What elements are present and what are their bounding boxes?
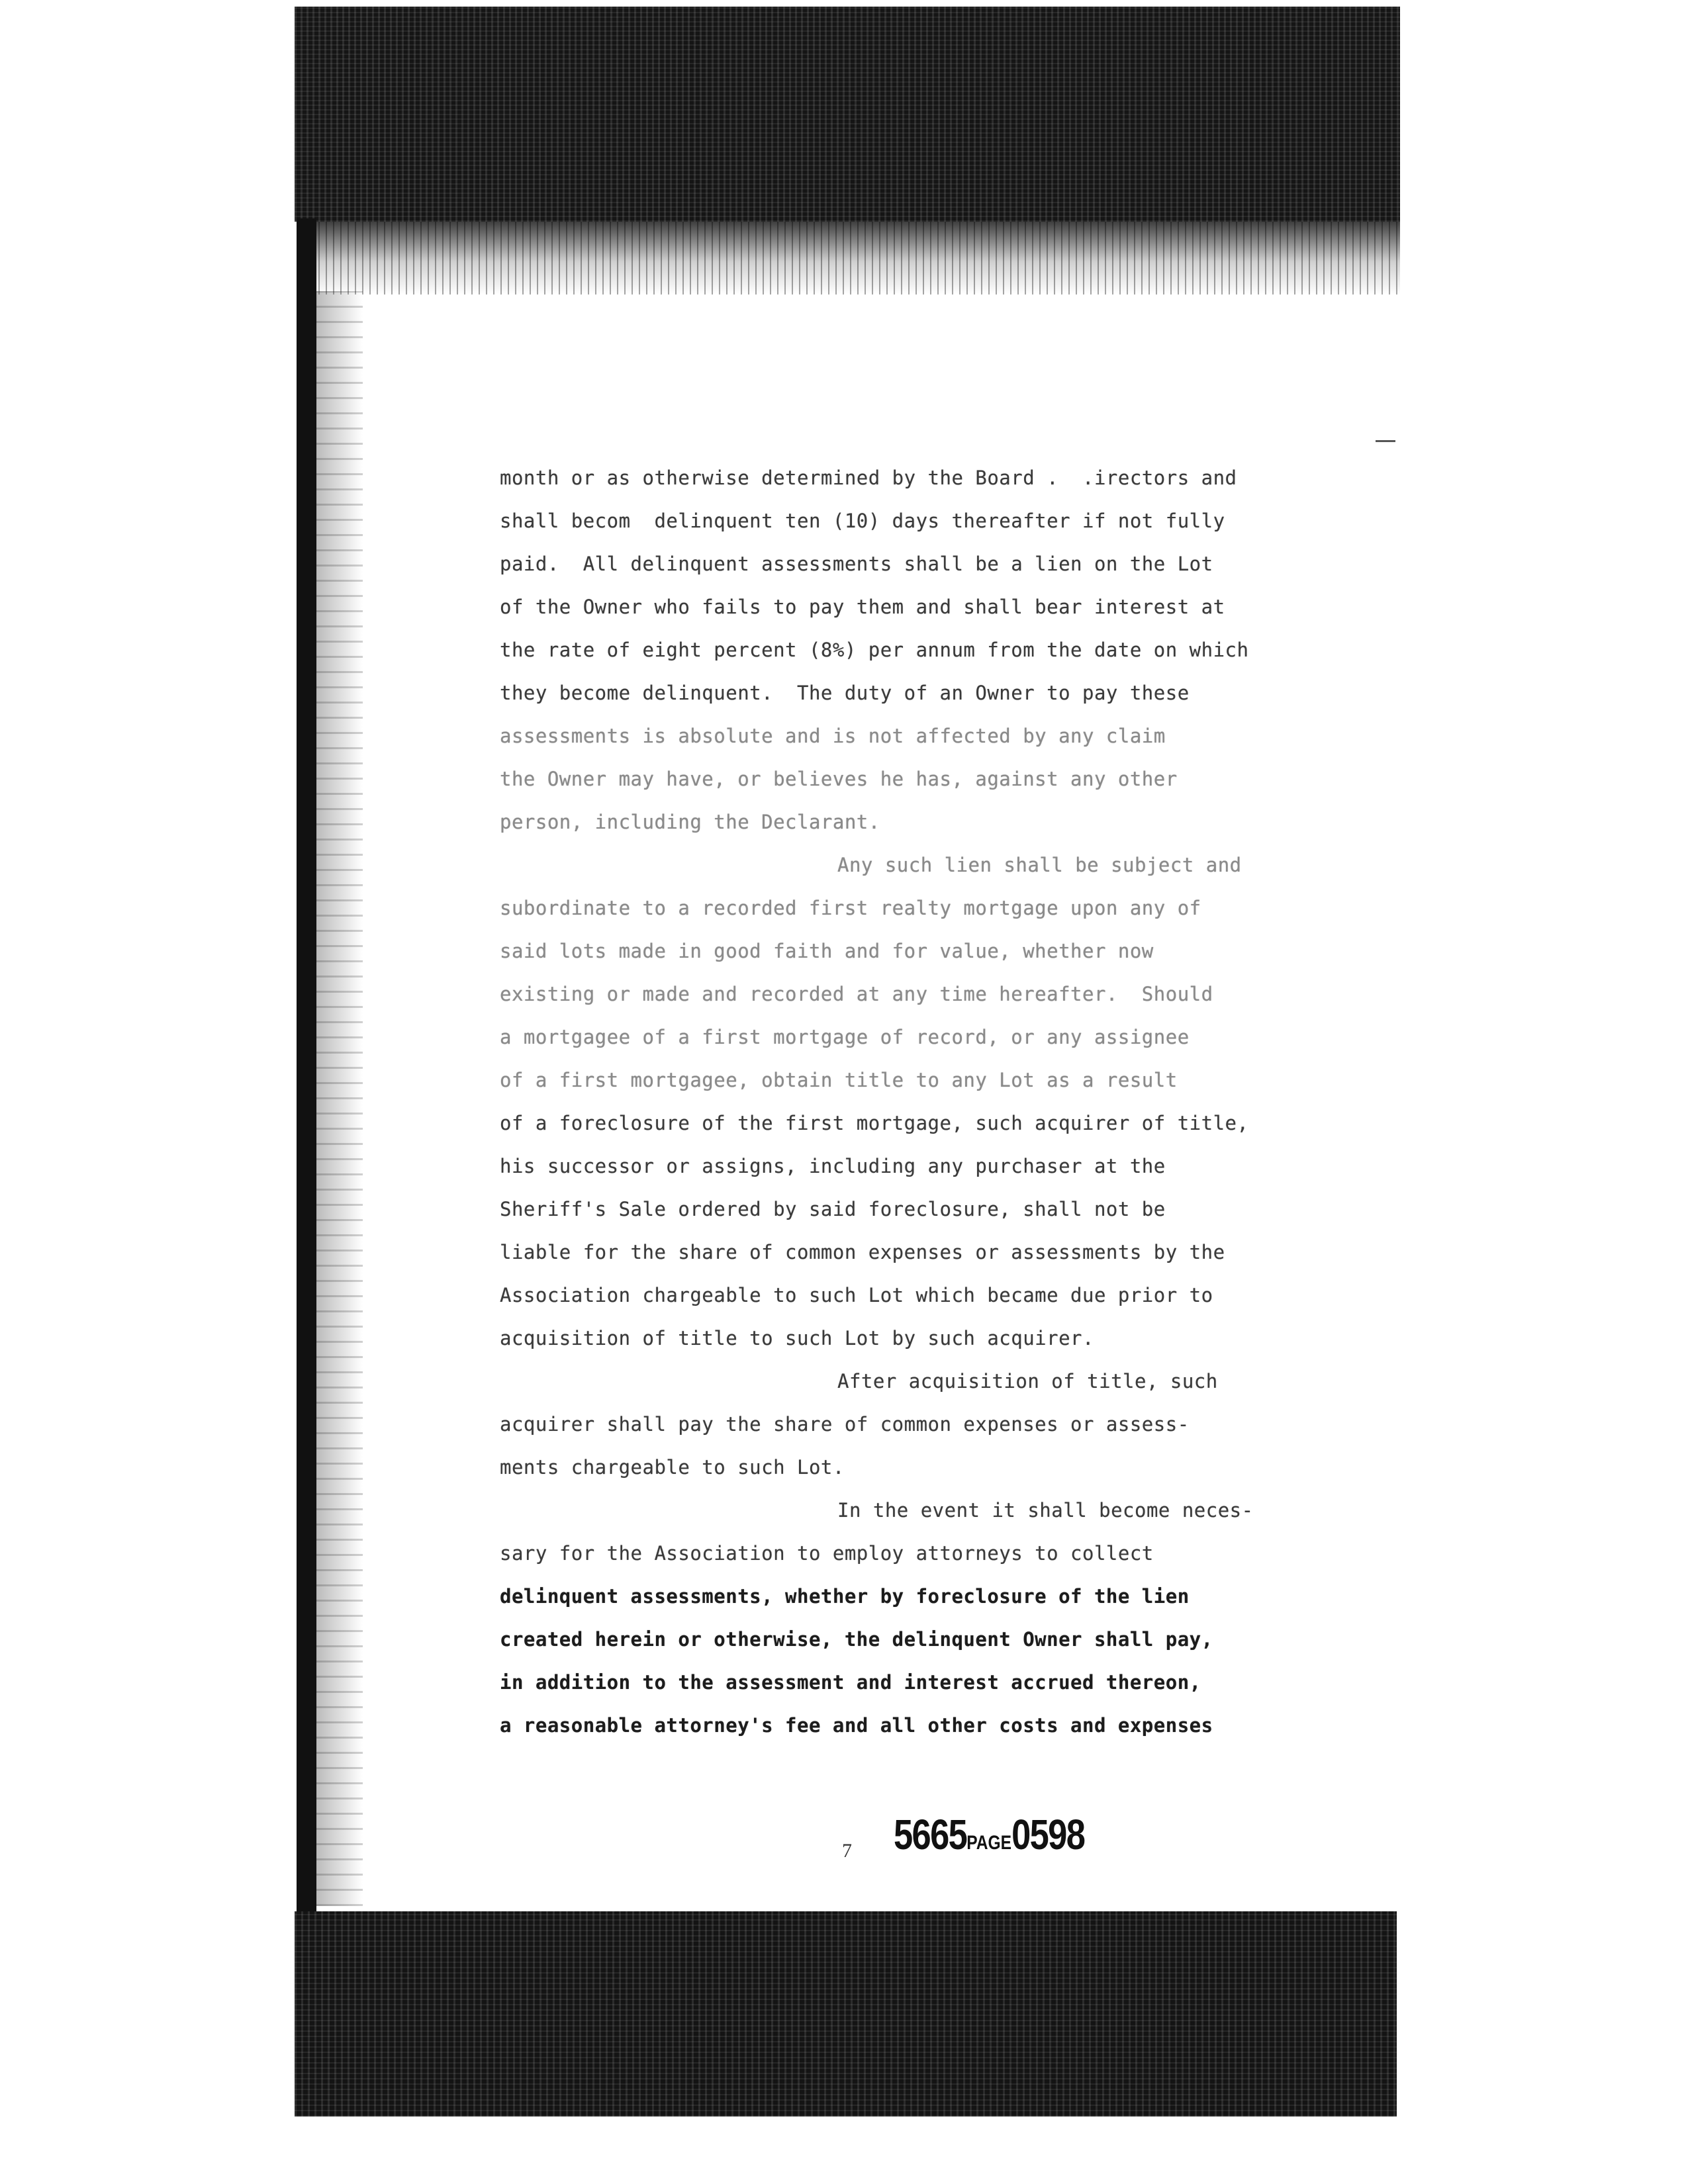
scan-noise-left — [316, 291, 363, 1906]
book-page-stamp — [894, 1810, 1084, 1859]
text-line: acquisition of title to such Lot by such acquirer. — [500, 1327, 1094, 1349]
text-line: a mortgagee of a first mortgage of record, or any assignee — [500, 1026, 1190, 1048]
paragraph-start-line: In the event it shall become neces- — [837, 1499, 1254, 1522]
text-line: of a first mortgagee, obtain title to any Lot as a result — [500, 1069, 1178, 1091]
text-line: said lots made in good faith and for value, whether now — [500, 940, 1154, 962]
text-line: the Owner may have, or believes he has, against any other — [500, 768, 1178, 790]
text-line: liable for the share of common expenses or assessments by the — [500, 1241, 1225, 1263]
book-number: 5665 — [894, 1811, 967, 1858]
text-line: month or as otherwise determined by the Board . .irectors and — [500, 467, 1237, 489]
text-line: they become delinquent. The duty of an Owner to pay these — [500, 682, 1190, 704]
text-line: the rate of eight percent (8%) per annum from the date on which — [500, 639, 1249, 661]
text-line: ments chargeable to such Lot. — [500, 1456, 845, 1479]
text-line: delinquent assessments, whether by foreclosure of the lien — [500, 1585, 1190, 1608]
text-line: created herein or otherwise, the delinquent Owner shall pay, — [500, 1628, 1213, 1651]
text-line: of a foreclosure of the first mortgage, such acquirer of title, — [500, 1112, 1249, 1134]
text-line: acquirer shall pay the share of common expenses or assess- — [500, 1413, 1190, 1435]
scan-border-left — [297, 218, 316, 1916]
text-line: Association chargeable to such Lot which became due prior to — [500, 1284, 1213, 1306]
text-line: person, including the Declarant. — [500, 811, 880, 833]
text-line: a reasonable attorney's fee and all other costs and expenses — [500, 1714, 1213, 1737]
text-line: his successor or assigns, including any purchaser at the — [500, 1155, 1166, 1177]
text-line: existing or made and recorded at any time hereafter. Should — [500, 983, 1213, 1005]
page-number: 7 — [842, 1840, 852, 1862]
text-line: Sheriff's Sale ordered by said foreclosure, shall not be — [500, 1198, 1166, 1220]
text-line: shall becom delinquent ten (10) days thereafter if not fully — [500, 510, 1225, 532]
document-body — [500, 457, 1360, 1747]
scan-border-bottom — [295, 1911, 1397, 2116]
text-line: of the Owner who fails to pay them and shall bear interest at — [500, 596, 1225, 618]
paragraph-start-line: After acquisition of title, such — [837, 1370, 1218, 1392]
text-line: assessments is absolute and is not affected by any claim — [500, 725, 1166, 747]
text-line: sary for the Association to employ attorneys to collect — [500, 1542, 1154, 1565]
scan-border-top — [295, 7, 1400, 222]
scan-noise-top — [311, 222, 1400, 295]
book-page-number: 0598 — [1011, 1811, 1085, 1858]
page-mark: PAGE — [966, 1832, 1012, 1854]
text-line: subordinate to a recorded first realty mortgage upon any of — [500, 897, 1201, 919]
text-line: paid. All delinquent assessments shall be a lien on the Lot — [500, 553, 1213, 575]
text-line: in addition to the assessment and interest accrued thereon, — [500, 1671, 1201, 1694]
paragraph-start-line: Any such lien shall be subject and — [837, 854, 1242, 876]
margin-mark — [1376, 440, 1395, 442]
